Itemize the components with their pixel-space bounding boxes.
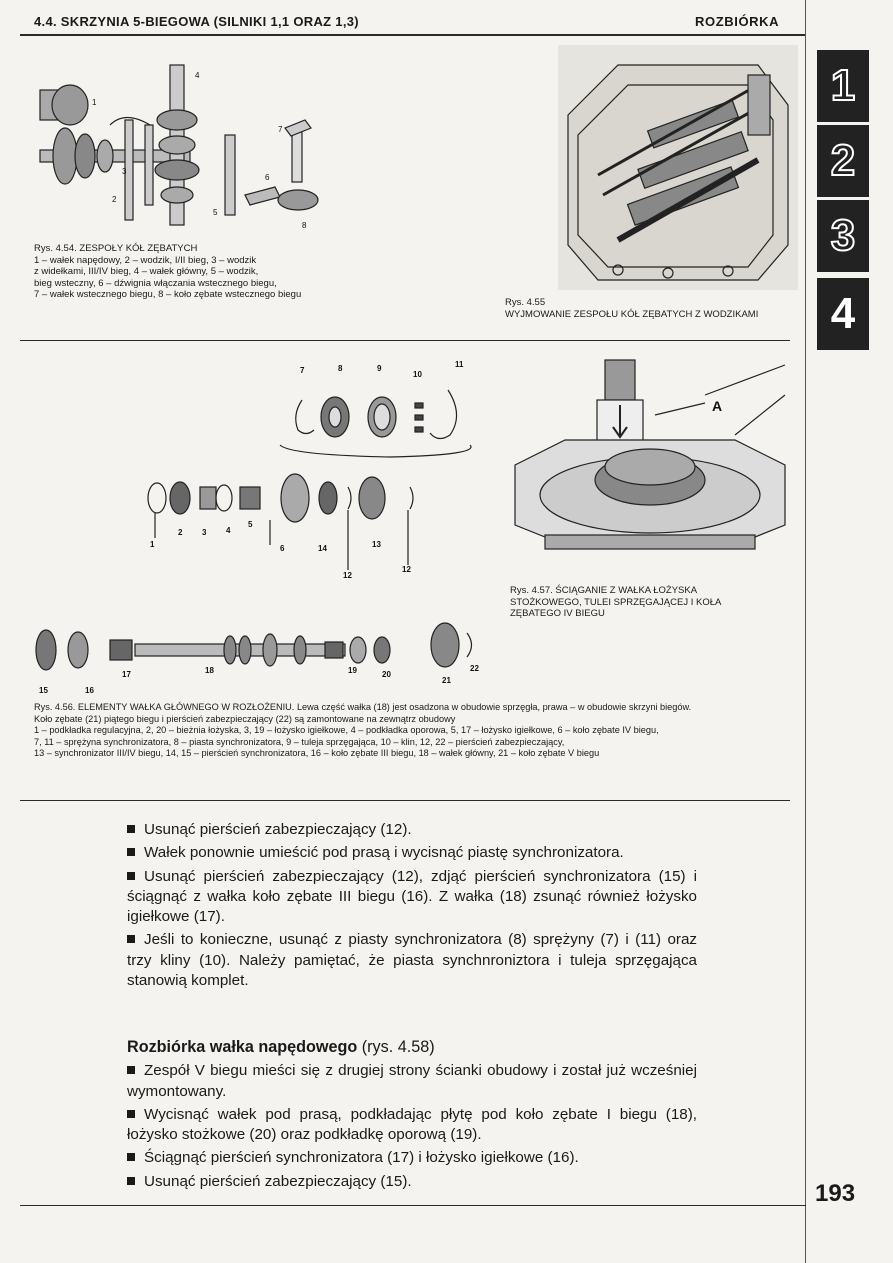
fig-4-54-legend-line: 1 – wałek napędowy, 2 – wodzik, I/II bieg, 3 – wodzik <box>34 254 257 266</box>
fig-4-56-label: 20 <box>382 670 391 679</box>
fig-4-56-label: 18 <box>205 666 214 675</box>
chapter-tab-3[interactable]: 3 <box>817 200 869 272</box>
figure-reference[interactable]: (rys. 4.58) <box>361 1038 435 1056</box>
fig-4-56-caption <box>34 702 804 760</box>
bullet-icon <box>127 935 135 943</box>
fig-4-56-label: 4 <box>226 526 231 535</box>
fig-4-56-label: 13 <box>372 540 381 549</box>
fig-4-55-title: Rys. 4.55 <box>505 297 546 308</box>
page-margin-line <box>805 0 806 1263</box>
procedure-steps <box>127 820 697 994</box>
fig-4-57-caption-line: STOŻKOWEGO, TULEI SPRZĘGAJĄCEJ I KOŁA <box>510 596 722 608</box>
fig-4-54-label: 6 <box>265 173 270 182</box>
step-item <box>127 1148 697 1168</box>
fig-4-56-label: 3 <box>202 528 207 537</box>
fig-4-54-label: 1 <box>92 98 97 107</box>
step-item <box>127 820 697 840</box>
step-text: Zespół V biegu mieści się z drugiej strony ścianki obudowy i został już wcześniej wymontowany. <box>127 1062 697 1100</box>
section-title: Rozbiórka wałka napędowego <box>127 1038 358 1056</box>
fig-4-54-illustration <box>30 50 350 240</box>
fig-4-56-label: 5 <box>248 520 253 529</box>
step-text: Jeśli to konieczne, usunąć z piasty synchronizatora (8) sprężyny (7) i (11) oraz trzy kliny (10). Należy pamiętać, że piasta synchnroniztora i tuleja sprzęgająca stanowią komplet. <box>127 931 697 990</box>
step-text: Usunąć pierścień zabezpieczający (12). <box>144 821 412 838</box>
fig-4-56-label: 14 <box>318 544 327 553</box>
footer-rule <box>20 1205 806 1206</box>
step-text: Wycisnąć wałek pod prasą, podkładając płytę pod koło zębate I biegu (18), łożysko stożkowe (20) oraz podkładkę oporową (19). <box>127 1105 697 1144</box>
chapter-tab-1[interactable]: 1 <box>817 50 869 122</box>
fig-4-56-label: 21 <box>442 676 451 685</box>
step-item <box>127 1105 697 1146</box>
fig-4-54-caption <box>34 243 344 301</box>
fig-4-54-label: 7 <box>278 125 283 134</box>
fig-4-56-label: 16 <box>85 686 94 695</box>
section-heading <box>127 1037 697 1057</box>
fig-4-56-label: 15 <box>39 686 48 695</box>
header-rule <box>20 34 806 36</box>
fig-4-57-caption <box>510 585 770 620</box>
fig-4-55-subtitle: WYJMOWANIE ZESPOŁU KÓŁ ZĘBATYCH Z WODZIKAMI <box>505 308 759 320</box>
fig-4-56-legend-line: Koło zębate (21) piątego biegu i pierścień zabezpieczający (22) są zamontowane na zewnątrz obudowy <box>34 713 456 724</box>
bullet-icon <box>127 848 135 856</box>
step-item <box>127 843 697 863</box>
fig-4-56-label: 8 <box>338 364 343 373</box>
drive-shaft-section <box>127 1037 697 1195</box>
fig-4-54-label: 2 <box>112 195 117 204</box>
fig-4-54-label: 8 <box>302 221 307 230</box>
fig-4-57-label-a: A <box>712 398 723 414</box>
fig-4-55-caption <box>505 297 800 320</box>
fig-4-56-label: 2 <box>178 528 183 537</box>
chapter-header: ROZBIÓRKA <box>695 14 780 29</box>
chapter-tab-4-active[interactable]: 4 <box>817 278 869 350</box>
fig-4-56-label: 22 <box>470 664 479 673</box>
bullet-icon <box>127 1153 135 1161</box>
fig-4-56-legend-line: Lewa część wałka (18) jest osadzona w obudowie sprzęgła, prawa – w obudowie skrzyni biegów. <box>296 702 692 712</box>
step-item <box>127 1061 697 1102</box>
fig-4-54-label: 3 <box>122 167 127 176</box>
fig-4-56-caption-first <box>34 702 804 714</box>
fig-4-56-label: 9 <box>377 364 382 373</box>
fig-4-56-legend-line: 13 – synchronizator III/IV biegu, 14, 15 – pierścień synchronizatora, 16 – koło zębate III biegu, 18 – wałek główny, 21 – koło zębate V biegu <box>34 748 600 758</box>
fig-4-57-illustration <box>505 355 795 580</box>
step-text: Ściągnąć pierścień synchronizatora (17) i łożysko igiełkowe (16). <box>144 1149 579 1167</box>
fig-4-56-label: 19 <box>348 666 357 675</box>
fig-4-56-label: 17 <box>122 670 131 679</box>
fig-4-56-legend-line: 1 – podkładka regulacyjna, 2, 20 – bieżnia łożyska, 3, 19 – łożysko igiełkowe, 4 – podkładka oporowa, 5, 17 – łożysko igiełkowe, 6 – koło zębate IV biegu, <box>34 725 659 735</box>
fig-4-54-legend-line: bieg wsteczny, 6 – dźwignia włączania wstecznego biegu, <box>34 277 277 289</box>
step-text: Usunąć pierścień zabezpieczający (12), zdjąć pierścień synchronizatora (15) i ściągnąć z wałka koło zębate III biegu (16). Z wałka (18) zsunąć również łożysko igiełkowe (17). <box>127 867 697 926</box>
bullet-icon <box>127 1110 135 1118</box>
bullet-icon <box>127 1066 135 1074</box>
step-item <box>127 930 697 991</box>
fig-4-54-title: Rys. 4.54. ZESPOŁY KÓŁ ZĘBATYCH <box>34 243 198 254</box>
fig-4-55-photo <box>558 45 798 290</box>
fig-4-56-legend-line: 7, 11 – sprężyna synchronizatora, 8 – piasta synchronizatora, 9 – tuleja sprzęgająca, 10 – klin, 12, 22 – pierścień zabezpieczający, <box>34 736 565 747</box>
bullet-icon <box>127 872 135 880</box>
fig-4-56-label: 1 <box>150 540 155 549</box>
fig-4-54-legend-line: 7 – wałek wstecznego biegu, 8 – koło zębate wstecznego biegu <box>34 289 302 300</box>
fig-4-56-label: 7 <box>300 366 305 375</box>
section-header: 4.4. SKRZYNIA 5-BIEGOWA (SILNIKI 1,1 ORAZ 1,3) <box>34 14 359 29</box>
fig-4-54-label: 4 <box>195 71 200 80</box>
section-rule <box>20 340 790 341</box>
fig-4-54-label: 5 <box>213 208 218 217</box>
bullet-icon <box>127 825 135 833</box>
step-text: Wałek ponownie umieścić pod prasą i wycisnąć piastę synchronizatora. <box>144 844 624 862</box>
section-rule <box>20 800 790 801</box>
chapter-tab-2[interactable]: 2 <box>817 125 869 197</box>
fig-4-54-legend-line: z widełkami, III/IV bieg, 4 – wałek główny, 5 – wodzik, <box>34 266 259 277</box>
fig-4-56-label: 6 <box>280 544 285 553</box>
step-text: Usunąć pierścień zabezpieczający (15). <box>144 1172 412 1190</box>
fig-4-57-caption-line: Rys. 4.57. ŚCIĄGANIE Z WAŁKA ŁOŻYSKA <box>510 585 698 596</box>
fig-4-56-label: 12 <box>343 571 352 580</box>
fig-4-56-label: 11 <box>455 360 464 369</box>
bullet-icon <box>127 1177 135 1185</box>
step-item <box>127 867 697 928</box>
page-number: 193 <box>815 1180 856 1207</box>
fig-4-56-exploded-view <box>30 355 510 700</box>
step-item <box>127 1172 697 1192</box>
fig-4-56-title: Rys. 4.56. ELEMENTY WAŁKA GŁÓWNEGO W ROZŁOŻENIU. <box>34 702 295 712</box>
fig-4-56-label: 10 <box>413 370 422 379</box>
fig-4-57-caption-line: ZĘBATEGO IV BIEGU <box>510 608 605 619</box>
fig-4-56-label: 12 <box>402 565 411 574</box>
